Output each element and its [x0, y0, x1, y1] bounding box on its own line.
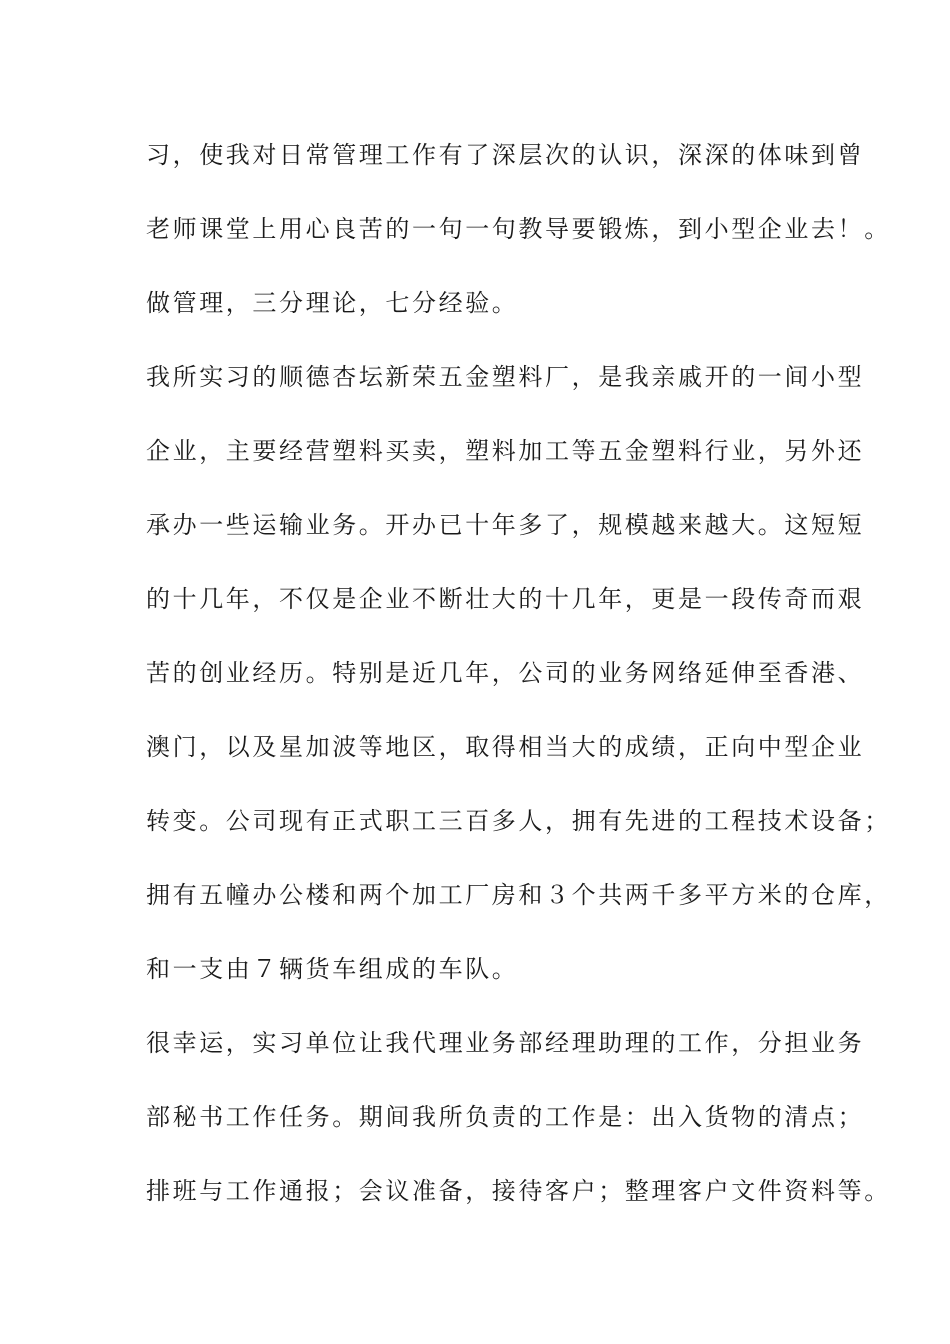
text-line: 做管理，三分理论，七分经验。: [146, 289, 519, 317]
text-line: 苦的创业经历。特别是近几年，公司的业务网络延伸至香港、: [146, 659, 865, 687]
text-line: 转变。公司现有正式职工三百多人，拥有先进的工程技术设备；: [146, 807, 891, 835]
text-line: 的十几年，不仅是企业不断壮大的十几年，更是一段传奇而艰: [146, 585, 865, 613]
text-line: 部秘书工作任务。期间我所负责的工作是：出入货物的清点；: [146, 1103, 865, 1131]
text-line: 承办一些运输业务。开办已十年多了，规模越来越大。这短短: [146, 511, 865, 539]
text-line: 我所实习的顺德杏坛新荣五金塑料厂，是我亲戚开的一间小型: [146, 363, 865, 391]
text-line: 很幸运，实习单位让我代理业务部经理助理的工作，分担业务: [146, 1029, 865, 1057]
text-line: 老师课堂上用心良苦的一句一句教导要锻炼，到小型企业去！。: [146, 215, 891, 243]
text-line: 拥有五幢办公楼和两个加工厂房和３个共两千多平方米的仓库，: [146, 881, 891, 909]
text-line: 排班与工作通报；会议准备，接待客户；整理客户文件资料等。: [146, 1177, 891, 1205]
text-line: 习，使我对日常管理工作有了深层次的认识，深深的体味到曾: [146, 141, 865, 169]
text-line: 企业，主要经营塑料买卖，塑料加工等五金塑料行业，另外还: [146, 437, 865, 465]
text-line: 澳门，以及星加波等地区，取得相当大的成绩，正向中型企业: [146, 733, 865, 761]
text-line: 和一支由７辆货车组成的车队。: [146, 955, 519, 983]
